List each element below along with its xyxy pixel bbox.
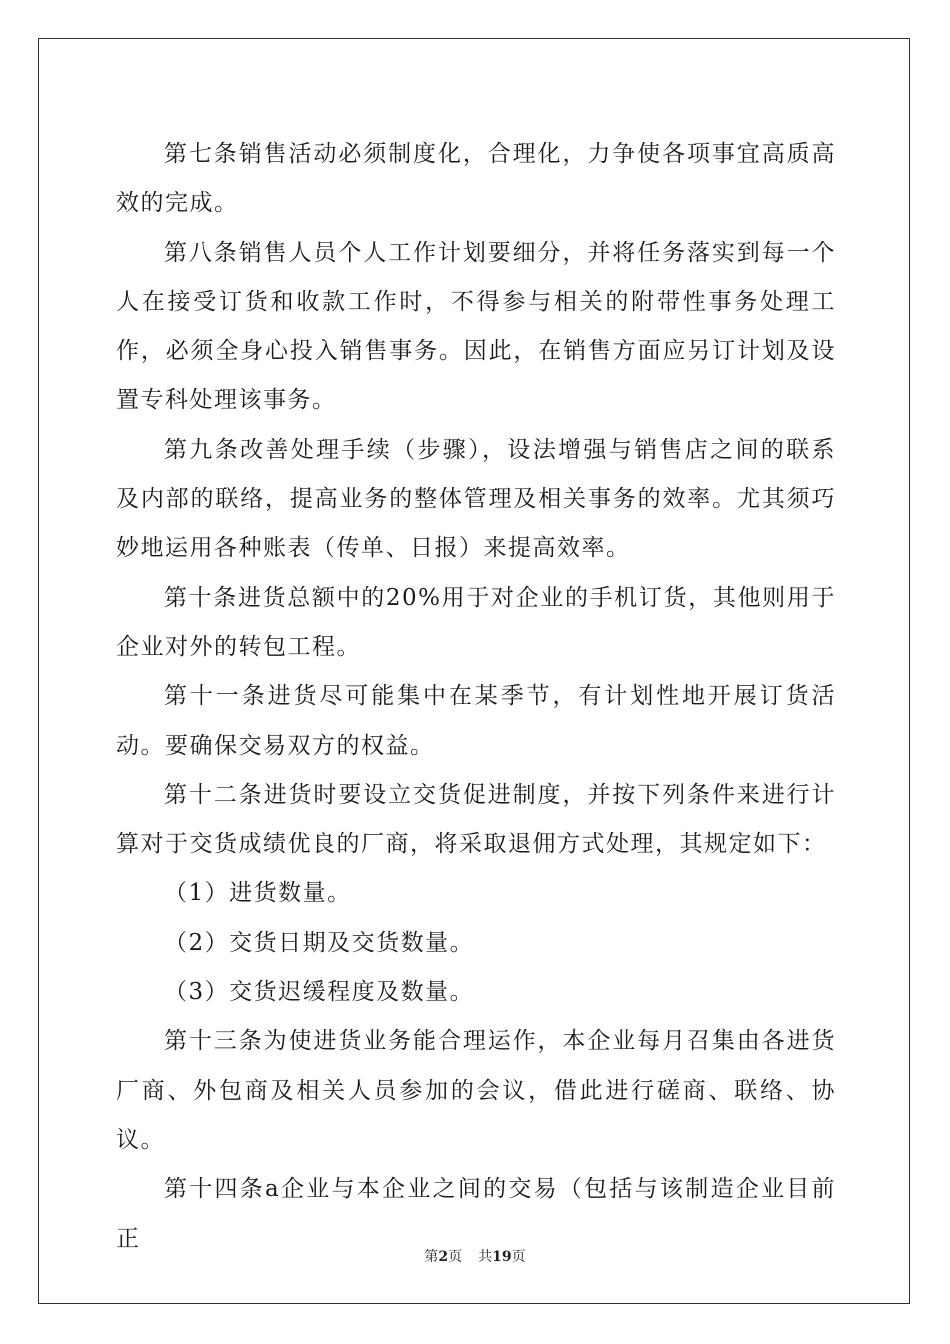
paragraph-article-13: 第十三条为使进货业务能合理运作，本企业每月召集由各进货厂商、外包商及相关人员参加的会议，借此进行磋商、联络、协议。 bbox=[116, 1028, 836, 1153]
paragraph-article-11: 第十一条进货尽可能集中在某季节，有计划性地开展订货活动。要确保交易双方的权益。 bbox=[116, 683, 836, 759]
paragraph-article-7: 第七条销售活动必须制度化，合理化，力争使各项事宜高质高效的完成。 bbox=[116, 141, 836, 217]
total-label-suffix: 页 bbox=[511, 1249, 526, 1265]
paragraph-article-14: 第十四条a企业与本企业之间的交易（包括与该制造企业目前正 bbox=[116, 1176, 836, 1252]
page-number: 2 bbox=[438, 1249, 449, 1265]
list-item-2: （2）交货日期及交货数量。 bbox=[164, 929, 475, 956]
total-pages: 19 bbox=[492, 1249, 512, 1265]
paragraph-article-9: 第九条改善处理手续（步骤），设法增强与销售店之间的联系及内部的联络，提高业务的整体管理及相关事务的效率。尤其须巧妙地运用各种账表（传单、日报）来提高效率。 bbox=[116, 436, 836, 562]
page-label-prefix: 第 bbox=[424, 1249, 439, 1265]
total-label-prefix: 共 bbox=[478, 1249, 493, 1265]
list-item-3: （3）交货迟缓程度及数量。 bbox=[164, 979, 475, 1006]
paragraph-article-10: 第十条进货总额中的20%用于对企业的手机订货，其他则用于企业对外的转包工程。 bbox=[116, 584, 836, 660]
list-item-1: （1）进货数量。 bbox=[164, 880, 352, 907]
document-body bbox=[116, 130, 836, 1264]
page-footer bbox=[0, 1246, 950, 1266]
page-label-suffix: 页 bbox=[448, 1249, 463, 1265]
paragraph-article-8: 第八条销售人员个人工作计划要细分，并将任务落实到每一个人在接受订货和收款工作时，不得参与相关的附带性事务处理工作，必须全身心投入销售事务。因此，在销售方面应另订计划及设置专科处理该事务。 bbox=[116, 239, 836, 414]
paragraph-article-12: 第十二条进货时要设立交货促进制度，并按下列条件来进行计算对于交货成绩优良的厂商，将采取退佣方式处理，其规定如下： bbox=[116, 781, 836, 858]
